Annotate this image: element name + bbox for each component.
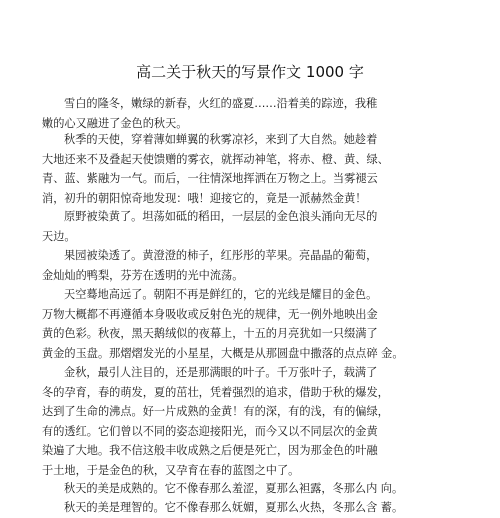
paragraph-line: 果园被染透了。黄澄澄的柿子，红彤彤的苹果。亮晶晶的葡萄， [64, 249, 378, 262]
paragraph-line: 于土地，于是金色的秋，又孕育在春的蓝图之中了。 [42, 463, 300, 477]
paragraph-line: 天边。 [42, 229, 76, 243]
paragraph-line: 万物大概都不再遵循本身吸收或反射色光的规律，无一例外地映出金 [42, 307, 378, 321]
paragraph-line: 原野被染黄了。坦荡如砥的稻田，一层层的金色浪头涌向无尽的 [64, 210, 378, 223]
paragraph-4 [42, 246, 442, 285]
paragraph-line: 消，初升的朝阳惊奇地发现：哦！迎接它的，竟是一派赫然金黄！ [42, 191, 367, 205]
paragraph-line: 黄的色彩。秋夜，黑天鹅绒似的夜幕上，十五的月亮犹如一只缀满了 [42, 327, 378, 341]
paragraph-line: 青、蓝、紫融为一气。而后，一往情深地挥洒在万物之上。当雾褪云 [42, 172, 378, 186]
paragraph-line: 嫩的心又融进了金色的秋天。 [42, 116, 188, 130]
paragraph-line: 达到了生命的沸点。好一片成熟的金黄！有的深，有的浅，有的偏绿， [42, 405, 389, 419]
paragraph-5 [42, 285, 442, 363]
paragraph-line: 天空蓦地高远了。朝阳不再是鲜红的，它的光线是耀目的金色。 [64, 288, 378, 301]
paragraph-line: 秋季的天使，穿着薄如蝉翼的秋雾凉衫，来到了大自然。她趁着 [64, 133, 378, 146]
paragraph-line: 金秋，最引人注目的，还是那满眼的叶子。千万张叶子，载满了 [64, 366, 378, 379]
paragraph-line: 有的透红。它们曾以不同的姿态迎接阳光，而今又以不同层次的金黄 [42, 424, 378, 438]
paragraph-line: 金灿灿的鸭梨，芬芳在透明的光中流荡。 [42, 268, 244, 282]
paragraph-line: 秋天的美是理智的。它不像春那么妩媚，夏那么火热，冬那么含 蓄。 [64, 501, 404, 514]
paragraph-line: 雪白的隆冬，嫩绿的新春，火红的盛夏……沿着美的踪迹，我稚 [64, 97, 378, 110]
paragraph-1 [42, 94, 442, 133]
document-title: 高二关于秋天的写景作文 1000 字 [136, 63, 364, 81]
paragraph-line: 黄金的玉盘。那熠熠发光的小星星，大概是从那圆盘中撒落的点点碎 金。 [42, 346, 404, 360]
paragraph-line: 冬的孕育，春的萌发，夏的茁壮，凭着强烈的追求，借助于秋的爆发， [42, 385, 389, 399]
paragraph-line: 大地还来不及叠起天使馈赠的雾衣，就挥动神笔，将赤、橙、黄、绿、 [42, 152, 389, 166]
paragraph-line: 染遍了大地。我不信这般丰收成熟之后便是死亡，因为那金色的叶融 [42, 444, 378, 458]
paragraph-8 [42, 498, 442, 518]
paragraph-2 [42, 130, 442, 208]
paragraph-7 [42, 479, 442, 499]
paragraph-line: 秋天的美是成熟的。它不像春那么羞涩，夏那么袒露，冬那么内 向。 [64, 482, 404, 495]
paragraph-3 [42, 207, 442, 246]
paragraph-6 [42, 363, 442, 481]
